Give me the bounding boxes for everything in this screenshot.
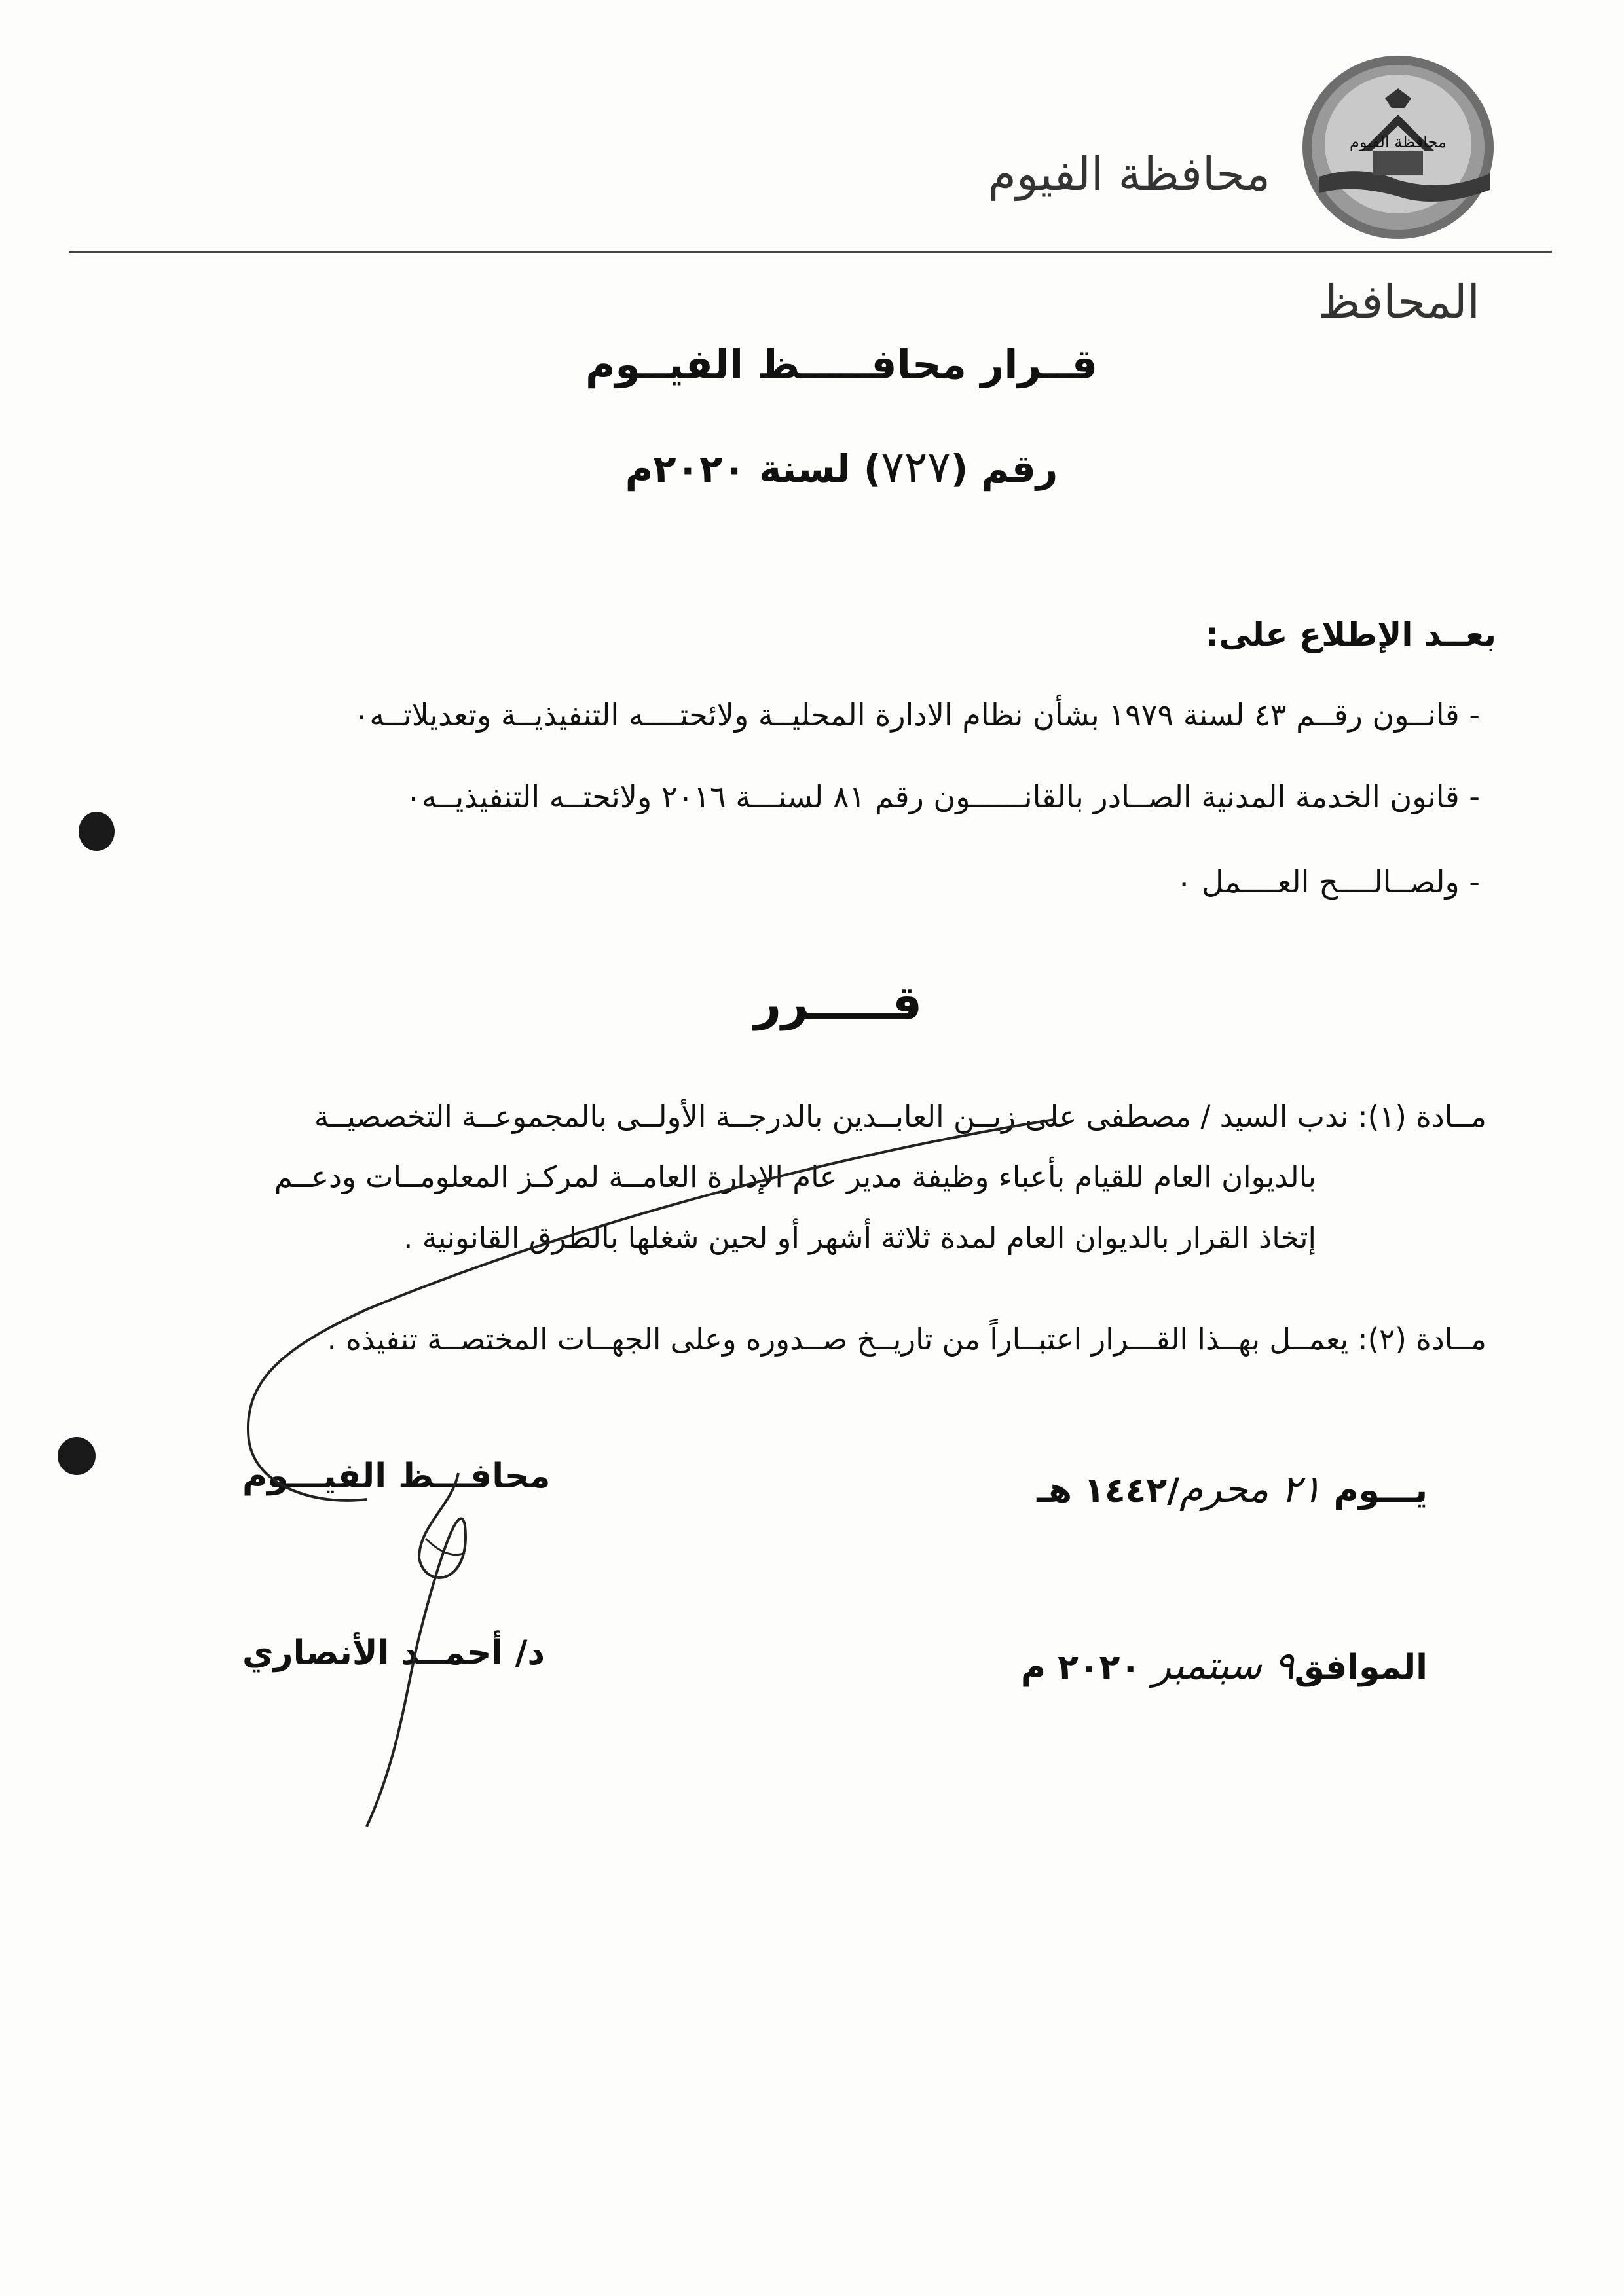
governorate-seal-icon xyxy=(1300,52,1496,242)
preamble-item: - قانون الخدمة المدنية الصــادر بالقانــــــون رقم ٨١ لسنـــة ٢٠١٦ ولائحتــه التنفيذيــه٠ xyxy=(405,779,1480,814)
article-2: مــادة (٢): يعمــل بهــذا القـــرار اعتبــاراً من تاريــخ صــدوره وعلى الجهــات المختصــة تنفيذه . xyxy=(327,1322,1486,1357)
punch-hole-mark xyxy=(58,1437,96,1475)
governor-name: د/ أحمــد الأنصاري xyxy=(242,1633,545,1673)
preamble-item: - قانــون رقــم ٤٣ لسنة ١٩٧٩ بشأن نظام الادارة المحليــة ولائحتــــه التنفيذيــة وتعديلاتــه٠ xyxy=(353,697,1480,733)
decree-number-prefix: رقم ( xyxy=(950,446,1058,491)
gregorian-date-prefix: الموافق xyxy=(1294,1648,1428,1687)
decree-number-suffix: ) لسنة ٢٠٢٠م xyxy=(625,446,881,491)
decides-heading: قـــــرر xyxy=(754,975,923,1030)
gregorian-date xyxy=(1021,1643,1428,1688)
seal-text: محافظة الفيوم xyxy=(1350,133,1447,151)
hijri-date xyxy=(1037,1467,1428,1511)
governor-title: محافـــظ الفيـــوم xyxy=(242,1457,551,1496)
article-1-line: إتخاذ القرار بالديوان العام لمدة ثلاثة أشهر أو لحين شغلها بالطرق القانونية . xyxy=(403,1220,1316,1255)
governorate-name: محافظة الفيوم xyxy=(987,147,1270,201)
governor-label: المحافظ xyxy=(1318,275,1480,329)
gregorian-date-handwritten: ٩ سبتمبر xyxy=(1153,1643,1295,1688)
article-1-line: مــادة (١): ندب السيد / مصطفى على زيــن العابــدين بالدرجــة الأولــى بالمجموعــة التخصصيــة xyxy=(314,1099,1486,1134)
decree-number-value: ٧٢٧ xyxy=(881,442,951,492)
hijri-date-handwritten: ٢١ محرم xyxy=(1179,1467,1322,1511)
article-1-line: بالديوان العام للقيام بأعباء وظيفة مدير عام الإدارة العامــة لمركـز المعلومــات ودعــم xyxy=(274,1159,1316,1194)
header-divider xyxy=(69,251,1552,253)
punch-hole-mark xyxy=(79,812,115,851)
hijri-date-prefix: يـــوم xyxy=(1333,1471,1428,1510)
gregorian-date-suffix: ٢٠٢٠ م xyxy=(1020,1648,1141,1687)
hijri-date-suffix: /١٤٤٢ هـ xyxy=(1037,1471,1180,1510)
preamble-item: - ولصــالــــح العــــمل ٠ xyxy=(1175,864,1480,900)
preamble-heading: بعــد الإطلاع على: xyxy=(1206,615,1496,653)
decree-title: قــرار محافـــــظ الفيــوم xyxy=(585,340,1098,388)
decree-number xyxy=(0,442,1624,492)
